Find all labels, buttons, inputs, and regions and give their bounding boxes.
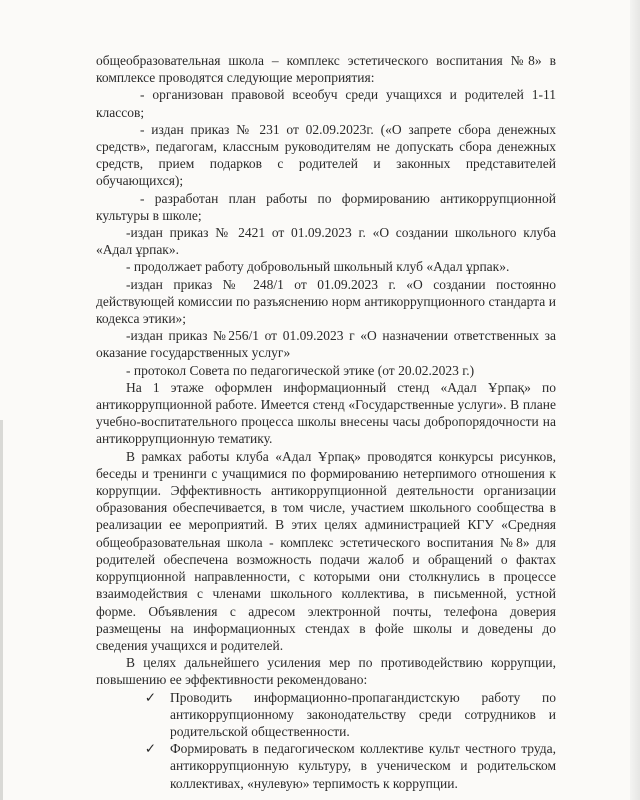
checkmark-icon: ✓ xyxy=(144,741,156,757)
list-item: -издан приказ № 2421 от 01.09.2023 г. «О создании школьного клуба «Адал ұрпак». xyxy=(96,225,556,258)
checklist-item xyxy=(96,740,556,792)
list-item: -издан приказ № 248/1 от 01.09.2023 г. «О создании постоянно действующей комиссии по разъяснению норм антикоррупционного стандарта и кодекса этики»; xyxy=(96,276,556,327)
paragraph: На 1 этаже оформлен информационный стенд «Адал Ұрпақ» по антикоррупционной работе. Имеется стенд «Государственные услуги». В плане учебно-воспитательного процесса школы внесены часы добропорядочности на антикоррупционную тематику. xyxy=(96,379,556,447)
paragraph: В рамках работы клуба «Адал Ұрпақ» проводятся конкурсы рисунков, беседы и тренинги с учащимися по формированию нетерпимого отношения к коррупции. Эффективность антикоррупционной деятельности организации образования обеспечивается, в том числе, участием школьного сообщества в реализации ее мероприятий. В этих целях администрацией КГУ «Средняя общеобразовательная школа - комплекс эстетического воспитания №8» для родителей обеспечена возможность подачи жалоб и обращений о фактах коррупционной направленности, с которыми они столкнулись в процессе взаимодействия с членами школьного коллектива, в письменной, устной форме. Объявления с адресом электронной почты, телефона доверия размещены на информационных стендах в фойе школы и доведены до сведения учащихся и родителей. xyxy=(96,448,556,653)
scan-edge-left xyxy=(0,420,3,800)
checklist-text: Проводить информационно-пропагандистскую работу по антикоррупционному законодательству среди сотрудников и родительской общественности. xyxy=(170,689,556,739)
list-item: - организован правовой всеобуч среди учащихся и родителей 1-11 классов; xyxy=(96,87,556,120)
checklist-text: Формировать в педагогическом коллективе культ честного труда, антикоррупционную культуру, в ученическом и родительском коллективах, «нулевую» терпимость к коррупции. xyxy=(170,741,556,791)
document-text xyxy=(96,52,556,792)
checkmark-icon: ✓ xyxy=(144,689,156,705)
list-item: - продолжает работу добровольный школьный клуб «Адал ұрпак». xyxy=(126,259,510,275)
list-item: -издан приказ №256/1 от 01.09.2023 г «О назначении ответственных за оказание государственных услуг» xyxy=(96,328,556,361)
scan-edge-right xyxy=(630,0,640,800)
list-item: - издан приказ № 231 от 02.09.2023г. («О запрете сбора денежных средств», педагогам, классным руководителям не допускать сбора денежных средств, прием подарков с родителей и законных представителей обучающихся); xyxy=(96,121,556,189)
list-item: - разработан план работы по формированию антикоррупционной культуры в школе; xyxy=(96,190,556,223)
intro-paragraph: общеобразовательная школа – комплекс эстетического воспитания №8» в комплексе проводятся следующие мероприятия: xyxy=(96,53,556,86)
paragraph: В целях дальнейшего усиления мер по противодействию коррупции, повышению ее эффективности рекомендовано: xyxy=(96,655,556,688)
checklist-item xyxy=(96,689,556,741)
list-item: - протокол Совета по педагогической этике (от 20.02.2023 г.) xyxy=(126,362,475,378)
